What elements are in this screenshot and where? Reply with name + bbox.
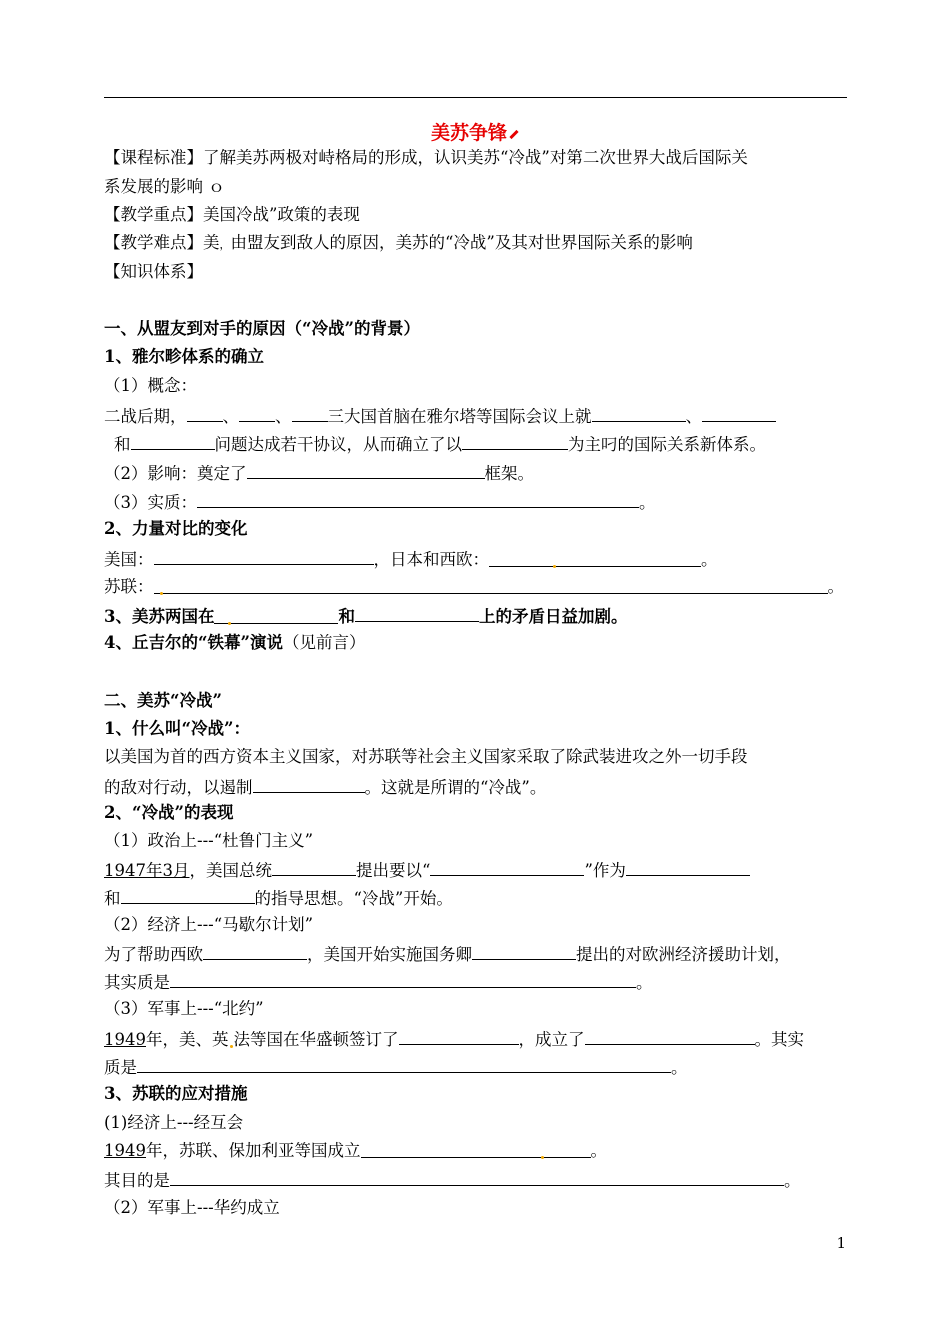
difficult-point-line bbox=[104, 232, 693, 256]
military-text-d: 。其实 bbox=[754, 1030, 804, 1049]
us-mid: ，日本和西欧： bbox=[373, 550, 489, 569]
sub3-text-b: 和 bbox=[338, 607, 355, 626]
influence-text: （2）影响：奠定了 bbox=[104, 464, 247, 483]
economy-line-2 bbox=[104, 970, 653, 994]
s2-sub3-heading: 3、苏联的应对措施 bbox=[104, 1084, 248, 1103]
economy-text-b: ，美国开始实施国务卿 bbox=[307, 945, 472, 964]
sub4-note: （见前言） bbox=[282, 633, 366, 652]
key-label: 【教学重点】 bbox=[104, 205, 203, 224]
standard-text: 了解美苏两极对峙格局的形成，认识美苏“冷战”对第二次世界大战后国际关 bbox=[203, 148, 748, 167]
blank[interactable] bbox=[626, 858, 750, 876]
header-rule bbox=[104, 97, 847, 98]
stray-dot bbox=[553, 565, 556, 568]
stray-dot bbox=[230, 1045, 233, 1048]
blank[interactable] bbox=[399, 1027, 519, 1045]
standard-line-1 bbox=[104, 147, 748, 169]
blank[interactable] bbox=[253, 775, 365, 793]
standard-label: 【课程标准】 bbox=[104, 148, 203, 167]
politics-line-2 bbox=[104, 886, 453, 910]
definition-text-b: 。这就是所谓的“冷战”。 bbox=[364, 778, 547, 797]
essence-end: 。 bbox=[639, 493, 656, 512]
blank[interactable] bbox=[121, 886, 255, 904]
economy-text-a: 为了帮助西欧 bbox=[104, 945, 203, 964]
blank[interactable] bbox=[272, 858, 356, 876]
concept-line-2 bbox=[114, 432, 766, 456]
blank[interactable] bbox=[489, 549, 701, 567]
us-label: 美国： bbox=[104, 550, 154, 569]
standard-text-2: 系发展的影响 bbox=[104, 177, 203, 196]
difficult-text-a: 美 bbox=[203, 233, 220, 252]
sub3-text-c: 上的矛盾日益加剧。 bbox=[478, 607, 628, 626]
difficult-label: 【教学难点】 bbox=[104, 233, 203, 252]
s1-sub2-heading: 2、力量对比的变化 bbox=[104, 519, 248, 538]
blank[interactable] bbox=[702, 404, 776, 422]
blank[interactable] bbox=[187, 404, 223, 422]
s2-sub1-heading: 1、什么叫“冷战”： bbox=[104, 719, 250, 738]
s2-sub2-heading: 2、“冷战”的表现 bbox=[104, 803, 234, 822]
definition-line-1: 以美国为首的西方资本主义国家，对苏联等社会主义国家采取了除武装进攻之外一切手段 bbox=[104, 747, 748, 766]
standard-end: ｏ bbox=[208, 177, 225, 196]
military-year: 1949 bbox=[104, 1030, 146, 1049]
separator: 、 bbox=[222, 407, 239, 426]
concept-text-b: 三大国首脑在雅尔塔等国际会议上就 bbox=[327, 407, 592, 426]
military-label: （3）军事上---“北约” bbox=[104, 999, 264, 1018]
section2-heading: 二、美苏“冷战” bbox=[104, 691, 222, 710]
influence-end: 框架。 bbox=[484, 464, 534, 483]
s1-sub3-heading bbox=[104, 604, 627, 628]
s1-sub4-heading bbox=[104, 632, 365, 654]
comecon-text-a: 年，苏联、保加利亚等国成立 bbox=[146, 1141, 361, 1160]
stray-dot bbox=[160, 592, 163, 595]
blank[interactable] bbox=[462, 432, 568, 450]
blank[interactable] bbox=[131, 432, 215, 450]
us-line bbox=[104, 547, 718, 571]
title-text: 美苏争锋 bbox=[430, 122, 507, 144]
military-line-1 bbox=[104, 1027, 804, 1051]
su-line bbox=[104, 576, 844, 598]
politics-text-d: 和 bbox=[104, 889, 121, 908]
concept-text-e: 问题达成若干协议，从而确立了以 bbox=[214, 435, 462, 454]
separator: 、 bbox=[275, 407, 292, 426]
page-number: 1 bbox=[836, 1234, 846, 1252]
blank[interactable] bbox=[214, 606, 338, 624]
blank[interactable] bbox=[154, 576, 828, 594]
blank[interactable] bbox=[430, 858, 584, 876]
politics-text-a: ，美国总统 bbox=[189, 861, 272, 880]
economy-text-c: 提出的对欧洲经济援助计划， bbox=[576, 945, 791, 964]
blank[interactable] bbox=[137, 1055, 671, 1073]
essence-line bbox=[104, 490, 656, 514]
stray-dot bbox=[228, 622, 231, 625]
su-end: 。 bbox=[827, 577, 844, 596]
blank[interactable] bbox=[170, 1168, 784, 1186]
standard-line-2 bbox=[104, 176, 225, 198]
warsaw-label: （2）军事上---华约成立 bbox=[104, 1198, 280, 1217]
comecon-line bbox=[104, 1140, 607, 1162]
definition-text-a: 的敌对行动，以遏制 bbox=[104, 778, 253, 797]
politics-text-b: 提出要以“ bbox=[356, 861, 431, 880]
separator: 、 bbox=[685, 407, 702, 426]
system-line bbox=[104, 261, 203, 283]
us-end: 。 bbox=[701, 550, 718, 569]
title-mark bbox=[509, 129, 518, 138]
military-text-c: ，成立了 bbox=[518, 1030, 585, 1049]
politics-line-1 bbox=[104, 858, 750, 882]
politics-text-c: ”作为 bbox=[584, 861, 626, 880]
influence-line bbox=[104, 461, 534, 485]
page-title bbox=[0, 118, 950, 145]
military-text-b: 法等国在华盛顿签订了 bbox=[233, 1030, 399, 1049]
key-text: 美国冷战”政策的表现 bbox=[203, 205, 360, 224]
politics-text-e: 的指导思想。“冷战”开始。 bbox=[254, 889, 453, 908]
concept-label: （1）概念： bbox=[104, 376, 197, 395]
concept-line-1 bbox=[104, 404, 776, 428]
stray-dot bbox=[541, 1156, 544, 1159]
blank[interactable] bbox=[361, 1140, 591, 1158]
blank[interactable] bbox=[247, 461, 485, 479]
military-text-f: 。 bbox=[671, 1058, 688, 1077]
difficult-text-b: 由盟友到敌人的原因，美苏的“冷战”及其对世界国际关系的影响 bbox=[230, 233, 693, 252]
comecon-year: 1949 bbox=[104, 1141, 146, 1160]
blank[interactable] bbox=[355, 604, 479, 622]
essence-text: （3）实质： bbox=[104, 493, 197, 512]
politics-date: 1947年3月 bbox=[104, 861, 190, 880]
military-text-e: 质是 bbox=[104, 1058, 137, 1077]
concept-text-f: 为主叼的国际关系新体系。 bbox=[568, 435, 766, 454]
su-label: 苏联： bbox=[104, 577, 154, 596]
key-point-line bbox=[104, 204, 360, 226]
blank[interactable] bbox=[585, 1027, 755, 1045]
military-line-2 bbox=[104, 1055, 688, 1079]
comecon-purpose: 其目的是 bbox=[104, 1171, 170, 1190]
sub3-text-a: 3、美苏两国在 bbox=[104, 607, 215, 626]
system-label: 【知识体系】 bbox=[104, 262, 203, 281]
blank[interactable] bbox=[239, 404, 275, 422]
section1-heading: 一、从盟友到对手的原因（“冷战”的背景） bbox=[104, 319, 420, 338]
definition-line-2 bbox=[104, 775, 546, 799]
comecon-label: (1)经济上---经互会 bbox=[104, 1113, 244, 1132]
blank[interactable] bbox=[592, 404, 686, 422]
sub4-text: 4、丘吉尔的“铁幕”演说 bbox=[104, 633, 283, 652]
military-text-a: 年，美、英 bbox=[146, 1030, 229, 1049]
blank[interactable] bbox=[292, 404, 328, 422]
difficult-mark: ， bbox=[219, 238, 231, 251]
politics-label: （1）政治上---“杜鲁门主义” bbox=[104, 831, 314, 850]
blank[interactable] bbox=[203, 942, 307, 960]
economy-text-e: 。 bbox=[636, 973, 653, 992]
concept-text-a: 二战后期， bbox=[104, 407, 187, 426]
economy-line-1 bbox=[104, 942, 791, 966]
blank[interactable] bbox=[197, 490, 639, 508]
economy-label: （2）经济上---“马歇尔计划” bbox=[104, 915, 314, 934]
comecon-purpose-end: 。 bbox=[784, 1171, 801, 1190]
blank[interactable] bbox=[154, 547, 374, 565]
economy-text-d: 其实质是 bbox=[104, 973, 170, 992]
blank[interactable] bbox=[170, 970, 636, 988]
s1-sub1-heading: 1、雅尔畛体系的确立 bbox=[104, 347, 264, 366]
comecon-text-b: 。 bbox=[590, 1141, 607, 1160]
blank[interactable] bbox=[472, 942, 576, 960]
comecon-purpose-line bbox=[104, 1168, 801, 1192]
concept-text-d: 和 bbox=[114, 435, 131, 454]
